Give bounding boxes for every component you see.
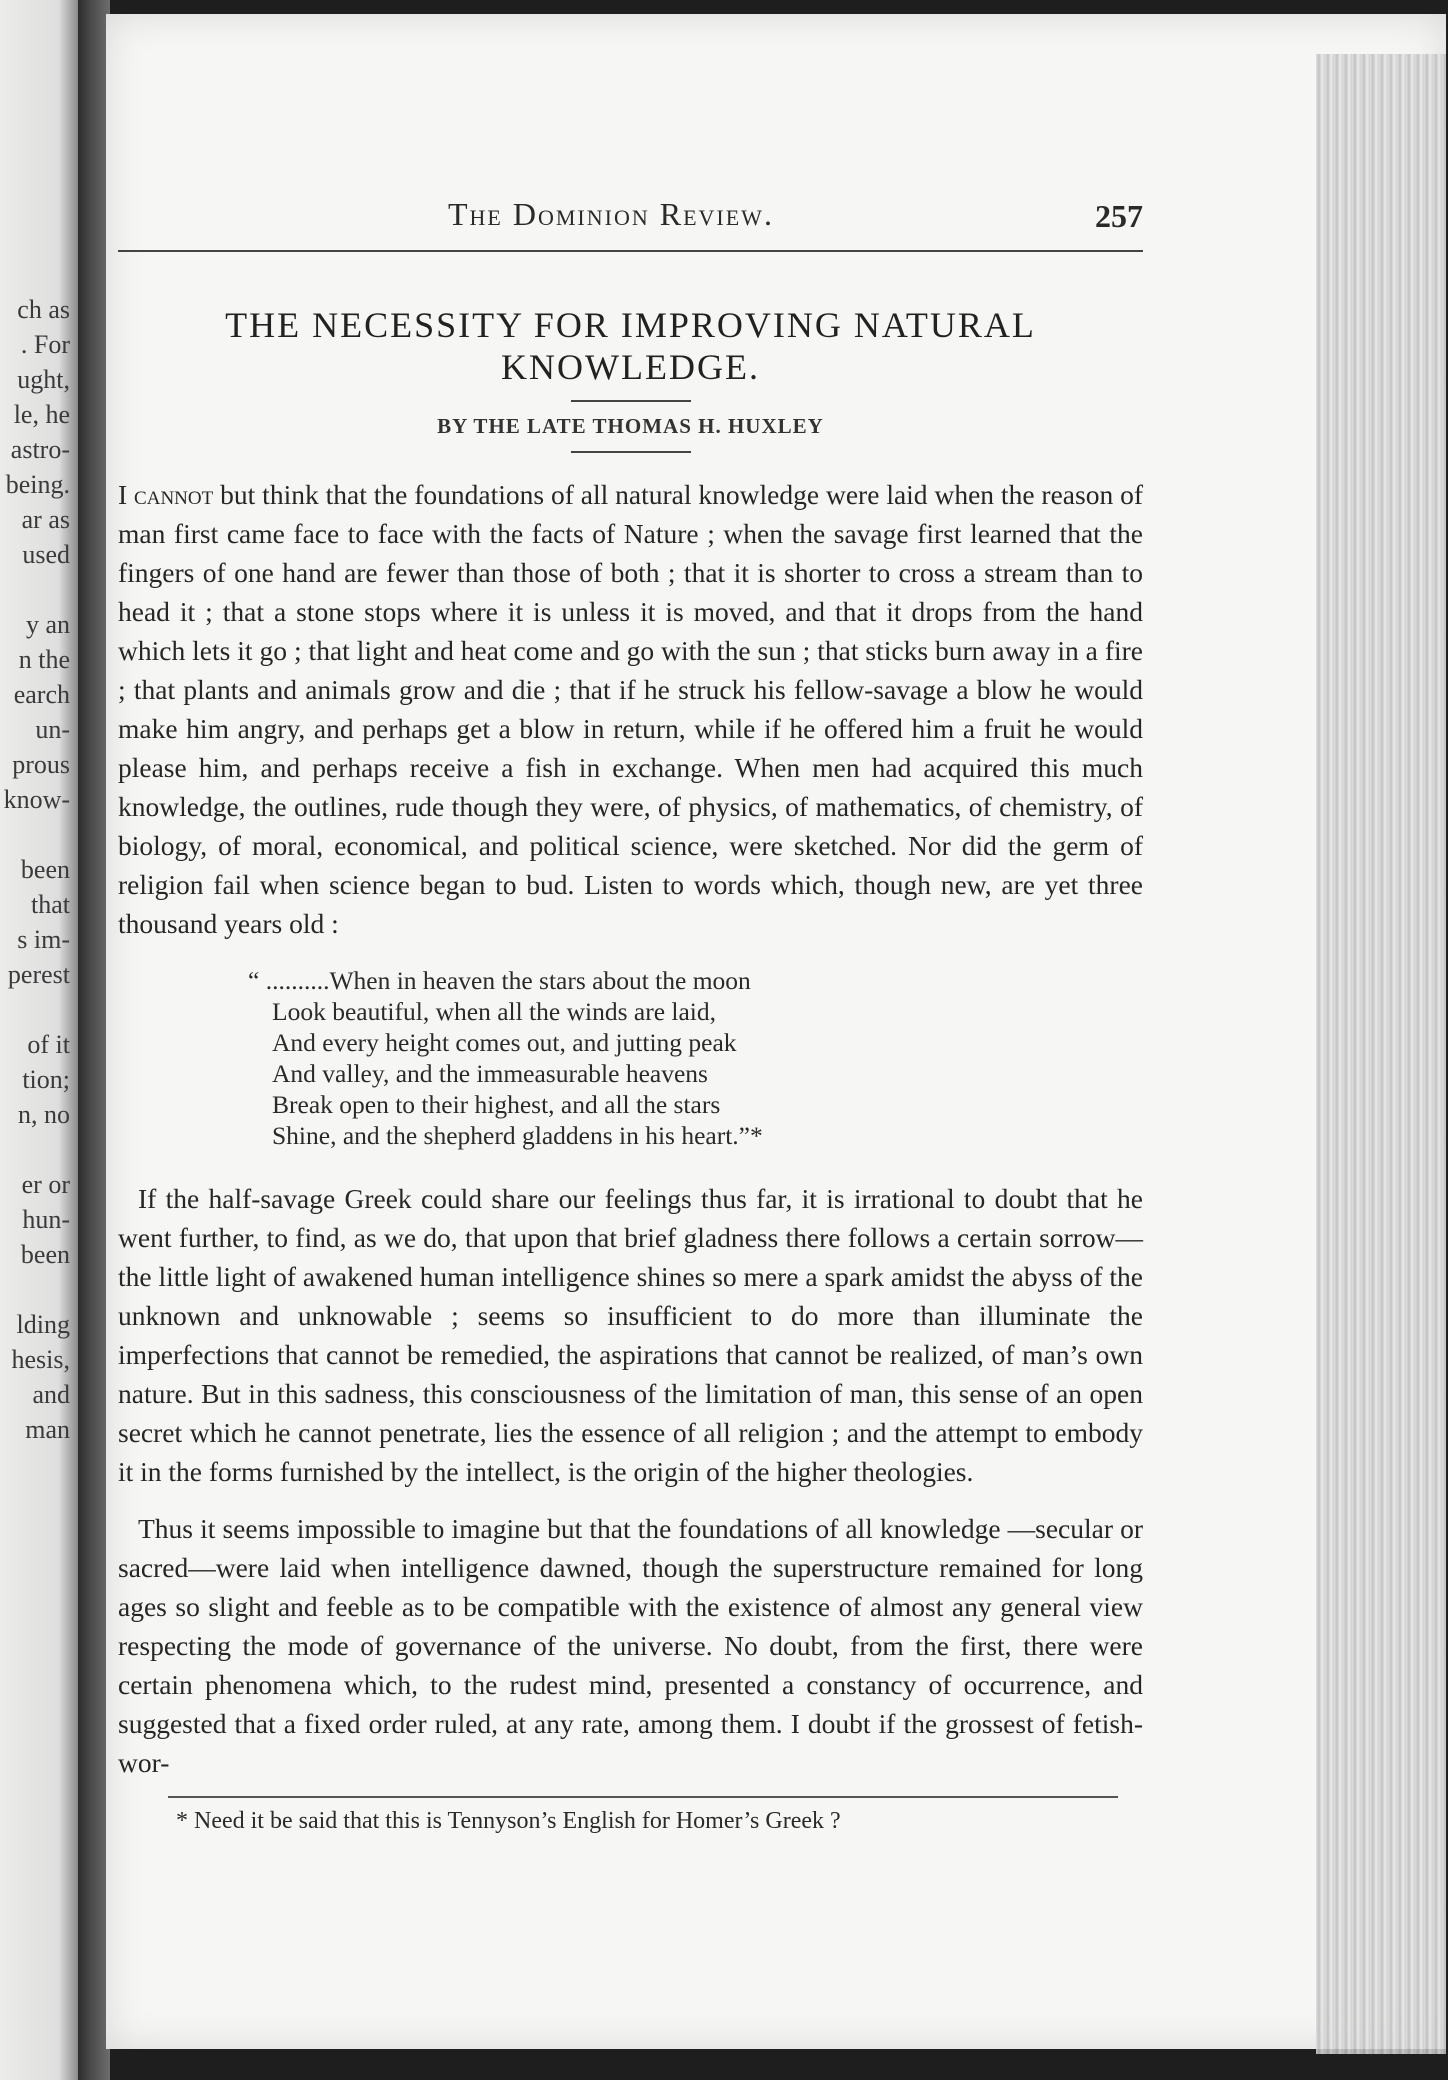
facing-page-fragment: perest: [7, 960, 70, 989]
facing-page-fragment: n the: [18, 645, 70, 674]
paragraph-1: [118, 475, 1143, 943]
poem-line: Break open to their highest, and all the stars: [272, 1090, 721, 1119]
facing-page-fragment: un-: [35, 715, 70, 744]
paragraph-2: If the half-savage Greek could share our feelings thus far, it is irrational to doubt that he went further, to find, as we do, that upon that brief gladness there follows a certain sorrow—the little light of awakened human intelligence shines so mere a spark amidst the abyss of the unknown and unknowable ; seems so insufficient to do more than illuminate the imperfections that cannot be remedied, the aspirations that cannot be realized, of man’s own nature. But in this sadness, this consciousness of the limitation of man, this sense of an open secret which he cannot penetrate, lies the essence of all religion ; and the attempt to embody it in the forms furnished by the intellect, is the origin of the higher theologies.: [118, 1183, 1143, 1487]
title-rule: [571, 400, 691, 402]
facing-page-fragment: being.: [5, 470, 70, 499]
facing-page-fragment: know-: [3, 785, 70, 814]
article-title: THE NECESSITY FOR IMPROVING NATURAL KNOWLEDGE.: [225, 305, 1036, 387]
byline-rule: [571, 451, 691, 453]
facing-page-fragment: been: [20, 1240, 70, 1269]
footnote-rule: [168, 1796, 1118, 1798]
facing-page-edge: [0, 0, 78, 2080]
facing-page-fragment: hun-: [22, 1205, 70, 1234]
running-head: [118, 190, 1143, 252]
facing-page-fragment: n, no: [18, 1100, 70, 1129]
facing-page-fragment: er or: [21, 1170, 70, 1199]
page-content: [118, 190, 1143, 1835]
facing-page-fragment: and: [32, 1380, 70, 1409]
page-number: 257: [1095, 198, 1143, 234]
facing-page-fragment: . For: [20, 330, 70, 359]
facing-page-fragment: astro-: [10, 435, 70, 464]
facing-page-fragment: lding: [16, 1310, 70, 1339]
facing-page-fragment: ar as: [21, 505, 70, 534]
facing-page-fragment: y an: [25, 610, 70, 639]
poem-line: Look beautiful, when all the winds are laid,: [272, 997, 716, 1026]
poem-line: “ ..........When in heaven the stars about the moon: [248, 966, 751, 995]
poem-quotation: [248, 965, 1143, 1151]
page-edges: [1316, 54, 1446, 2054]
facing-page-fragment: been: [20, 855, 70, 884]
footnote: * Need it be said that this is Tennyson’s English for Homer’s Greek ?: [176, 1808, 841, 1834]
facing-page-fragment: hesis,: [11, 1345, 70, 1374]
poem-line: And valley, and the immeasurable heavens: [272, 1059, 708, 1088]
poem-line: And every height comes out, and jutting peak: [272, 1028, 737, 1057]
facing-page-fragment: that: [31, 890, 70, 919]
journal-title: The Dominion Review.: [448, 196, 774, 232]
facing-page-fragment: ch as: [17, 295, 70, 324]
paragraph-1-text: but think that the foundations of all natural knowledge were laid when the reason of man first came face to face with the facts of Nature ; when the savage first learned that the fingers of one hand are fewer than those of both ; that it is shorter to cross a stream than to head it ; that a stone stops where it is unless it is moved, and that it drops from the hand which lets it go ; that light and heat come and go with the sun ; that sticks burn away in a fire ; that plants and animals grow and die ; that if he struck his fellow-savage a blow he would make him angry, and perhaps get a blow in return, while if he offered him a fruit he would please him, and perhaps receive a fish in exchange. When men had acquired this much knowledge, the outlines, rude though they were, of physics, of mathematics, of chemistry, of biology, of moral, economical, and political science, were sketched. Nor did the germ of religion fail when science began to bud. Listen to words which, though new, are yet three thousand years old :: [118, 479, 1144, 939]
facing-page-fragment: ught,: [17, 365, 70, 394]
facing-page-fragment: used: [22, 540, 70, 569]
facing-page-fragment: of it: [27, 1030, 70, 1059]
facing-page-fragment: le, he: [13, 400, 70, 429]
paragraph-1-lead: I cannot: [118, 479, 214, 510]
facing-page-fragment: prous: [12, 750, 70, 779]
facing-page-fragment: tion;: [22, 1065, 70, 1094]
facing-page-fragment: man: [25, 1415, 70, 1444]
facing-page-fragment: s im-: [17, 925, 70, 954]
byline: BY THE LATE THOMAS H. HUXLEY: [437, 414, 824, 438]
paragraph-3: Thus it seems impossible to imagine but that the foundations of all knowledge —secular or sacred—were laid when intelligence dawned, though the superstructure remained for long ages so slight and feeble as to be compatible with the existence of almost any general view respecting the mode of governance of the universe. No doubt, from the first, there were certain phenomena which, to the rudest mind, presented a constancy of occurrence, and suggested that a fixed order ruled, at any rate, among them. I doubt if the grossest of fetish-wor-: [118, 1513, 1143, 1778]
poem-line: Shine, and the shepherd gladdens in his heart.”*: [272, 1121, 763, 1150]
facing-page-fragment: earch: [13, 680, 70, 709]
